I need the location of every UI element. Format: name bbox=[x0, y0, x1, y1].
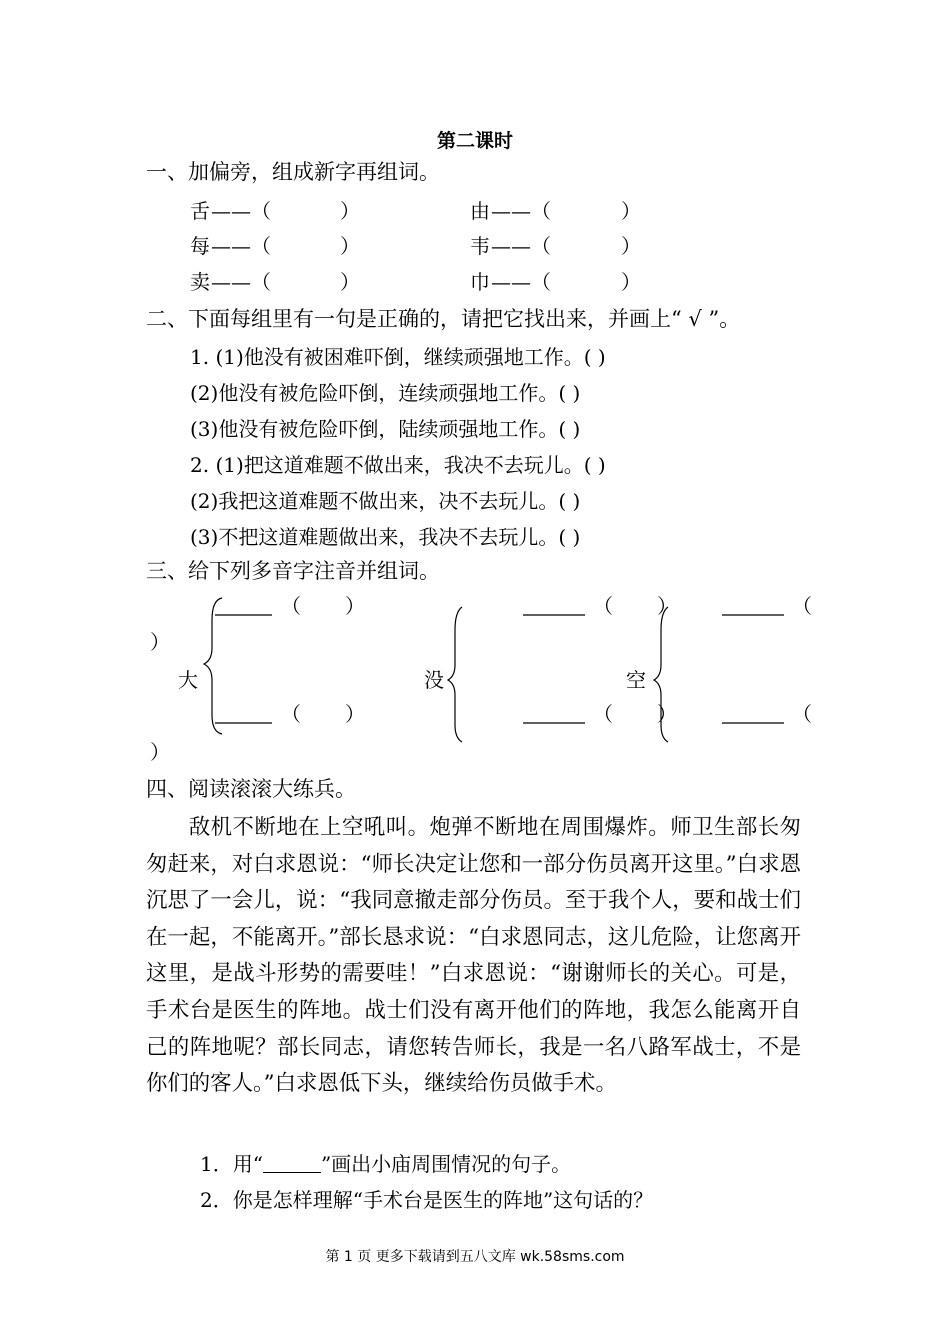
pinyin-close-3b: ） bbox=[150, 740, 170, 764]
pinyin-open-3a: （ bbox=[792, 594, 812, 618]
section-3-heading: 三、给下列多音字注音并组词。 bbox=[146, 559, 440, 583]
radical-row-3-right-close: ） bbox=[621, 270, 641, 294]
section-1-heading: 一、加偏旁，组成新字再组词。 bbox=[146, 160, 440, 184]
sentence-1-2: (2)他没有被危险吓倒，连续顽强地工作。( ) bbox=[190, 381, 581, 405]
question-2: 2．你是怎样理解“手术台是医生的阵地”这句话的？ bbox=[200, 1188, 654, 1212]
radical-row-1-left-mark: ——（ bbox=[211, 199, 271, 223]
sentence-2-3: (3)不把这道难题做出来，我决不去玩儿。( ) bbox=[190, 525, 581, 549]
section-4-heading: 四、阅读滚滚大练兵。 bbox=[146, 777, 356, 801]
radical-row-1-right-close: ） bbox=[621, 199, 641, 223]
pinyin-open-2a: （ bbox=[593, 594, 613, 618]
sentence-2-2: (2)我把这道难题不做出来，决不去玩儿。( ) bbox=[190, 489, 581, 513]
pinyin-open-3b: （ bbox=[792, 702, 812, 726]
radical-row-2-left-mark: ——（ bbox=[211, 234, 271, 258]
polyphone-char-1: 大 bbox=[178, 668, 198, 692]
polyphone-char-3: 空 bbox=[626, 668, 646, 692]
section-2-heading: 二、下面每组里有一句是正确的，请把它找出来，并画上“ √ ”。 bbox=[146, 307, 741, 331]
sentence-1-1: 1. (1)他没有被困难吓倒，继续顽强地工作。( ) bbox=[190, 345, 606, 369]
radical-row-1-left-char: 舌 bbox=[190, 199, 210, 223]
reading-passage: 敌机不断地在上空吼叫。炮弹不断地在周围爆炸。师卫生部长匆匆赶来，对白求恩说：“师长决定让您和一部分伤员离开这里。”白求恩沉思了一会儿，说：“我同意撤走部分伤员。至于我个人，要和战士们在一起，不能离开。”部长恳求说：“白求恩同志，这儿危险，让您离开这里，是战斗形势的需要哇！”白求恩说：“谢谢师长的关心。可是，手术台是医生的阵地。战士们没有离开他们的阵地，我怎么能离开自己的阵地呢？部长同志，请您转告师长，我是一名八路军战士，不是你们的客人。”白求恩低下头，继续给伤员做手术。 bbox=[146, 815, 801, 1097]
radical-row-3-left-mark: ——（ bbox=[211, 270, 271, 294]
pinyin-close-2a: ） bbox=[657, 594, 677, 618]
radical-row-2-right-close: ） bbox=[621, 234, 641, 258]
radical-row-2-right-mark: ——（ bbox=[491, 234, 551, 258]
radical-row-3-left-char: 卖 bbox=[190, 270, 210, 294]
sentence-1-3: (3)他没有被危险吓倒，陆续顽强地工作。( ) bbox=[190, 417, 581, 441]
question-1-post: ”画出小庙周围情况的句子。 bbox=[320, 1152, 572, 1176]
sentence-2-1: 2. (1)把这道难题不做出来，我决不去玩儿。( ) bbox=[190, 453, 606, 477]
pinyin-close-2b: ） bbox=[657, 702, 677, 726]
radical-row-1-left-close: ） bbox=[340, 199, 360, 223]
pinyin-close-3a: ） bbox=[150, 630, 170, 654]
pinyin-open-2b: （ bbox=[593, 702, 613, 726]
page-footer: 第 1 页 更多下载请到五八文库 wk.58sms.com bbox=[325, 1249, 625, 1265]
radical-row-1-right-mark: ——（ bbox=[491, 199, 551, 223]
radical-row-2-right-char: 韦 bbox=[470, 234, 490, 258]
radical-row-1-right-char: 由 bbox=[470, 199, 490, 223]
pinyin-open-1b: （ bbox=[281, 702, 301, 726]
radical-row-2-left-char: 每 bbox=[190, 234, 210, 258]
brace-2-icon bbox=[448, 607, 462, 742]
question-1-blank bbox=[263, 1152, 321, 1173]
brace-1-icon bbox=[204, 598, 222, 734]
polyphone-char-2: 没 bbox=[424, 668, 444, 692]
radical-row-3-left-close: ） bbox=[340, 270, 360, 294]
question-1 bbox=[200, 1148, 571, 1177]
pinyin-close-1b: ） bbox=[345, 702, 365, 726]
radical-row-3-right-char: 巾 bbox=[470, 270, 490, 294]
pinyin-close-1a: ） bbox=[345, 594, 365, 618]
question-1-pre: 1．用“ bbox=[200, 1152, 263, 1176]
page-title: 第二课时 bbox=[436, 130, 513, 152]
radical-row-2-left-close: ） bbox=[340, 234, 360, 258]
pinyin-open-1a: （ bbox=[281, 594, 301, 618]
radical-row-3-right-mark: ——（ bbox=[491, 270, 551, 294]
